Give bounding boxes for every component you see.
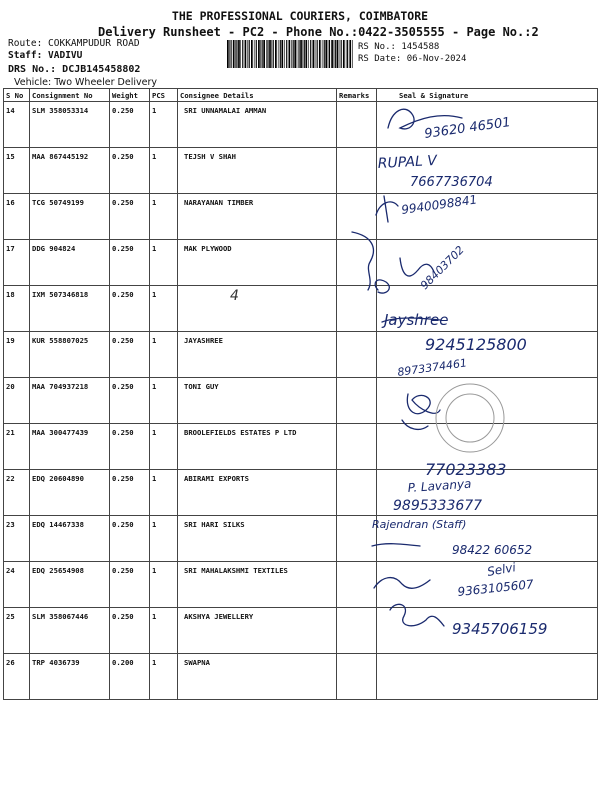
cell-weight: 0.250 [110, 470, 150, 516]
cell-weight: 0.250 [110, 148, 150, 194]
cell-signature [377, 148, 598, 194]
table-row [4, 516, 598, 562]
cell-sno: 19 [4, 332, 30, 378]
table-row [4, 240, 598, 286]
cell-remarks [337, 516, 377, 562]
cell-consignee: SRI MAHALAKSHMI TEXTILES [178, 562, 337, 608]
cell-sno: 24 [4, 562, 30, 608]
cell-pcs: 1 [150, 102, 178, 148]
col-header-consignment: Consignment No [30, 89, 110, 102]
cell-consignment-no: TCG 50749199 [30, 194, 110, 240]
cell-consignee: ABIRAMI EXPORTS [178, 470, 337, 516]
vehicle-label: Vehicle: Two Wheeler Delivery [14, 77, 157, 88]
table-row [4, 148, 598, 194]
cell-signature [377, 608, 598, 654]
cell-sno: 17 [4, 240, 30, 286]
handwritten-name: P. Lavanya [407, 476, 472, 495]
handwritten-phone: 9895333677 [393, 498, 483, 514]
cell-weight: 0.250 [110, 378, 150, 424]
rs-number: RS No.: 1454588 [358, 42, 440, 52]
cell-sno: 16 [4, 194, 30, 240]
table-row [4, 194, 598, 240]
cell-remarks [337, 194, 377, 240]
cell-consignee: SRI UNNAMALAI AMMAN [178, 102, 337, 148]
handwritten-name: Jayshree [384, 311, 449, 329]
cell-pcs: 1 [150, 562, 178, 608]
cell-signature [377, 240, 598, 286]
cell-sno: 21 [4, 424, 30, 470]
handwritten-phone: 9940098841 [400, 192, 479, 217]
cell-remarks [337, 332, 377, 378]
cell-remarks [337, 286, 377, 332]
drs-number: DRS No.: DCJB145458802 [8, 64, 141, 75]
cell-signature [377, 332, 598, 378]
handwritten-phone: 93620 46501 [423, 115, 512, 142]
cell-consignee [178, 286, 337, 332]
table-row [4, 562, 598, 608]
cell-pcs: 1 [150, 286, 178, 332]
handwritten-name: Selvi [486, 560, 517, 579]
table-row [4, 378, 598, 424]
cell-weight: 0.250 [110, 102, 150, 148]
cell-pcs: 1 [150, 332, 178, 378]
cell-sno: 20 [4, 378, 30, 424]
cell-remarks [337, 424, 377, 470]
cell-sno: 15 [4, 148, 30, 194]
cell-sno: 25 [4, 608, 30, 654]
cell-remarks [337, 378, 377, 424]
cell-pcs: 1 [150, 608, 178, 654]
col-header-weight: Weight [110, 89, 150, 102]
runsheet-title: Delivery Runsheet - PC2 - Phone No.:0422-3505555 - Page No.:2 [98, 25, 539, 39]
cell-sno: 18 [4, 286, 30, 332]
cell-signature [377, 516, 598, 562]
cell-signature [377, 286, 598, 332]
cell-pcs: 1 [150, 470, 178, 516]
cell-pcs: 1 [150, 148, 178, 194]
table-row [4, 470, 598, 516]
rs-date: RS Date: 06-Nov-2024 [358, 54, 467, 64]
handwritten-phone: 9345706159 [452, 620, 548, 638]
cell-weight: 0.200 [110, 654, 150, 700]
cell-sno: 26 [4, 654, 30, 700]
cell-consignee: JAYASHREE [178, 332, 337, 378]
cell-consignment-no: SLM 358053314 [30, 102, 110, 148]
cell-consignee: TEJSH V SHAH [178, 148, 337, 194]
cell-consignment-no: TRP 4036739 [30, 654, 110, 700]
barcode-image [227, 40, 354, 68]
table-row [4, 654, 598, 700]
col-header-pcs: PCS [150, 89, 178, 102]
table-row [4, 424, 598, 470]
cell-consignment-no: MAA 704937218 [30, 378, 110, 424]
handwritten-note: 4 [230, 288, 239, 304]
cell-signature [377, 194, 598, 240]
cell-remarks [337, 102, 377, 148]
handwritten-phone: 98403702 [417, 243, 467, 293]
cell-consignee: NARAYANAN TIMBER [178, 194, 337, 240]
table-row [4, 332, 598, 378]
cell-sno: 23 [4, 516, 30, 562]
handwritten-phone: 9363105607 [456, 577, 535, 599]
cell-remarks [337, 654, 377, 700]
cell-sno: 14 [4, 102, 30, 148]
cell-consignee: SRI HARI SILKS [178, 516, 337, 562]
cell-consignment-no: MAA 867445192 [30, 148, 110, 194]
cell-pcs: 1 [150, 378, 178, 424]
handwritten-phone: 98422 60652 [452, 543, 533, 557]
cell-weight: 0.250 [110, 516, 150, 562]
handwritten-phone: 8973374461 [396, 356, 468, 379]
cell-signature [377, 654, 598, 700]
table-header-row [4, 89, 598, 102]
cell-consignee: TONI GUY [178, 378, 337, 424]
table-row [4, 286, 598, 332]
col-header-signature: Seal & Signature [377, 89, 598, 102]
cell-consignment-no: MAA 300477439 [30, 424, 110, 470]
table-row [4, 608, 598, 654]
cell-remarks [337, 608, 377, 654]
handwritten-name: Rajendran (Staff) [372, 518, 467, 531]
cell-consignment-no: DDG 904824 [30, 240, 110, 286]
cell-signature [377, 102, 598, 148]
cell-pcs: 1 [150, 654, 178, 700]
cell-consignment-no: SLM 358067446 [30, 608, 110, 654]
cell-signature [377, 424, 598, 470]
cell-remarks [337, 562, 377, 608]
cell-remarks [337, 148, 377, 194]
cell-consignee: MAK PLYWOOD [178, 240, 337, 286]
handwritten-phone: 7667736704 [410, 175, 493, 190]
cell-consignee: AKSHYA JEWELLERY [178, 608, 337, 654]
cell-weight: 0.250 [110, 332, 150, 378]
cell-weight: 0.250 [110, 562, 150, 608]
cell-pcs: 1 [150, 240, 178, 286]
cell-signature [377, 562, 598, 608]
cell-signature [377, 378, 598, 424]
cell-weight: 0.250 [110, 286, 150, 332]
cell-weight: 0.250 [110, 608, 150, 654]
route-label: Route: COKKAMPUDUR ROAD [8, 38, 140, 49]
cell-consignee: SWAPNA [178, 654, 337, 700]
cell-consignment-no: EDQ 25654908 [30, 562, 110, 608]
table-row [4, 102, 598, 148]
cell-pcs: 1 [150, 424, 178, 470]
cell-consignee: BROOLEFIELDS ESTATES P LTD [178, 424, 337, 470]
cell-pcs: 1 [150, 516, 178, 562]
company-name: THE PROFESSIONAL COURIERS, COIMBATORE [171, 9, 429, 23]
cell-pcs: 1 [150, 194, 178, 240]
handwritten-phone: 9245125800 [425, 335, 527, 354]
cell-sno: 22 [4, 470, 30, 516]
cell-consignment-no: EDQ 14467338 [30, 516, 110, 562]
cell-consignment-no: IXM 507346818 [30, 286, 110, 332]
cell-consignment-no: EDQ 20604890 [30, 470, 110, 516]
handwritten-number: 77023383 [425, 460, 507, 479]
cell-consignment-no: KUR 558807025 [30, 332, 110, 378]
cell-weight: 0.250 [110, 424, 150, 470]
cell-weight: 0.250 [110, 194, 150, 240]
handwritten-name: RUPAL V [377, 152, 438, 172]
cell-remarks [337, 240, 377, 286]
cell-remarks [337, 470, 377, 516]
cell-weight: 0.250 [110, 240, 150, 286]
col-header-sno: S No [4, 89, 30, 102]
col-header-remarks: Remarks [337, 89, 377, 102]
cell-signature [377, 470, 598, 516]
col-header-consignee: Consignee Details [178, 89, 337, 102]
staff-label: Staff: VADIVU [8, 50, 83, 61]
delivery-table [3, 88, 598, 700]
